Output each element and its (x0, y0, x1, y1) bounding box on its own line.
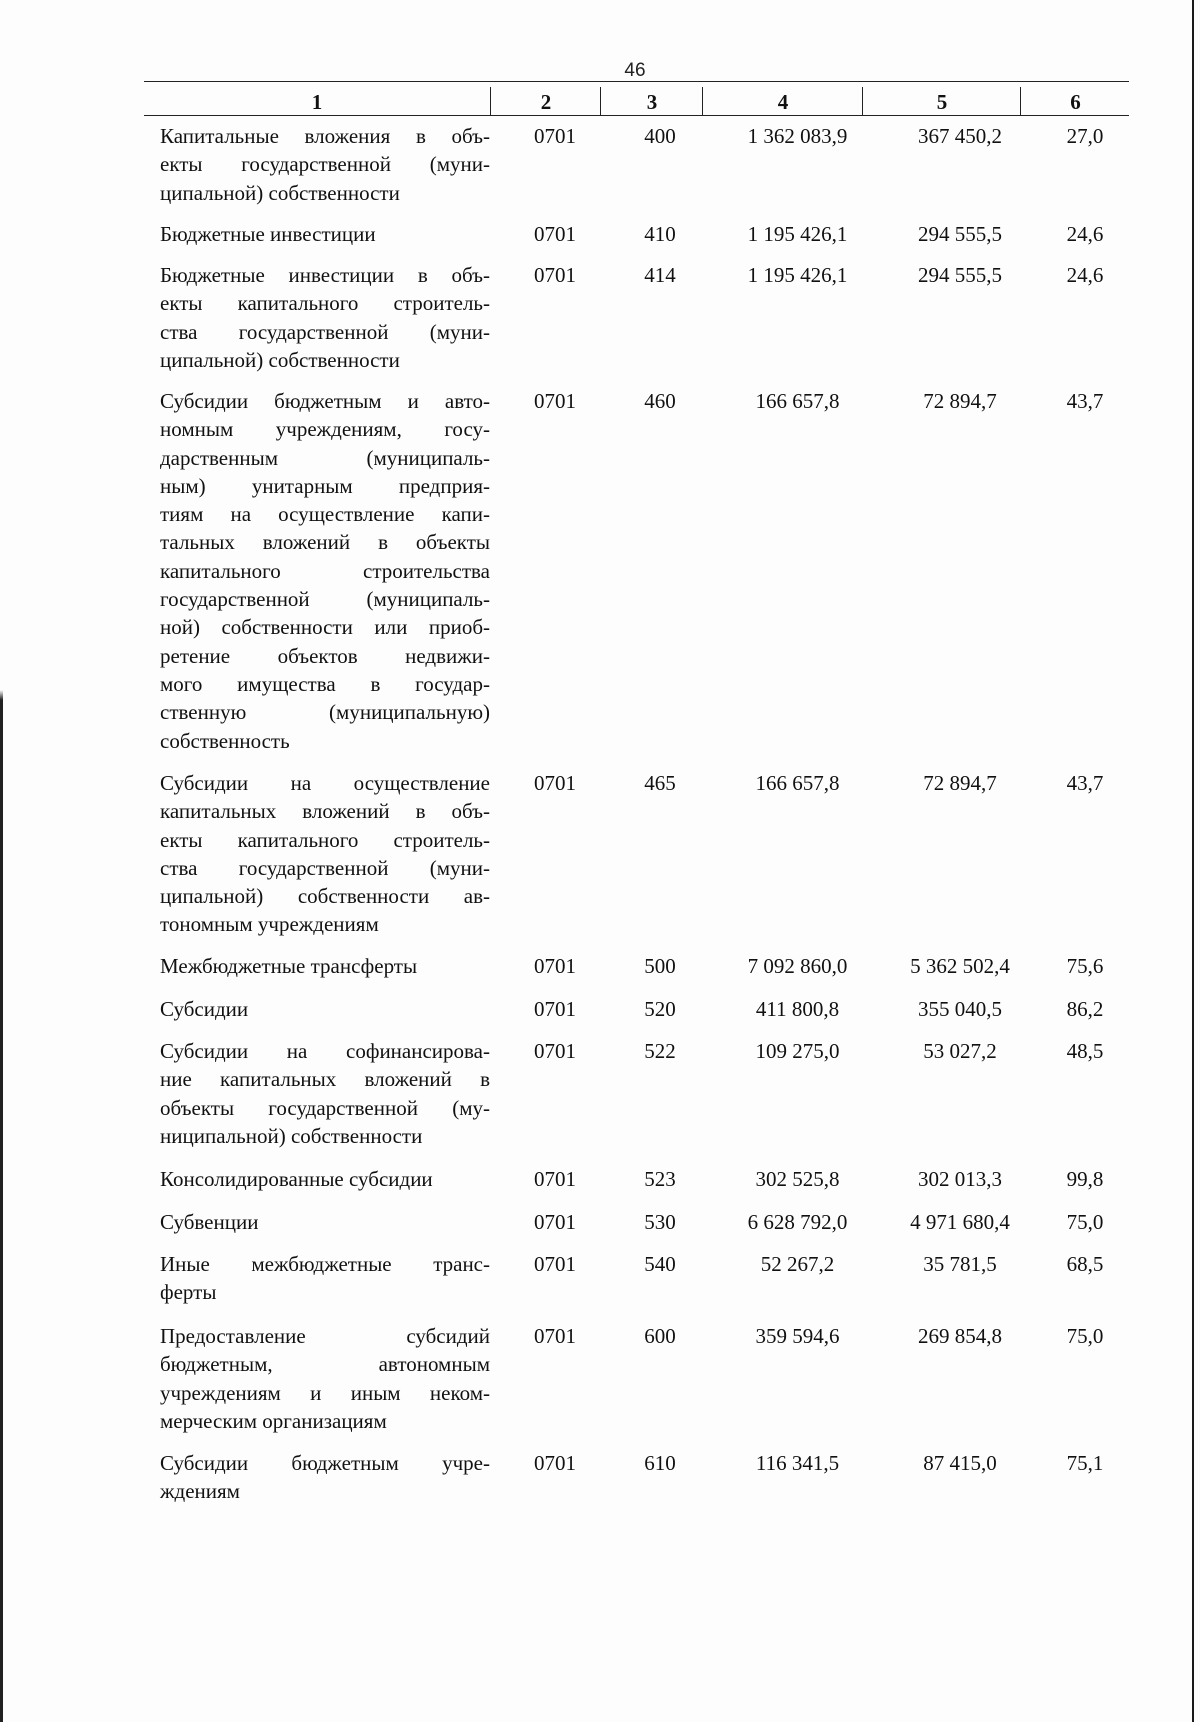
row-name (160, 122, 490, 207)
row-name-line: тономным учреждениям (160, 912, 379, 937)
row-name-line: ципальной) собственности ав- (160, 884, 490, 909)
row-name-line: Консолидированные субсидии (160, 1167, 433, 1191)
row-name-line: бюджетным, автономным (160, 1352, 490, 1377)
row-section-code: 0701 (534, 771, 576, 795)
row-section-code: 0701 (534, 263, 576, 287)
row-percent: 86,2 (1066, 997, 1104, 1021)
row-name-line: ципальной) собственности (160, 347, 400, 372)
column-header-5: 5 (862, 87, 1021, 115)
row-executed-amount: 355 040,5 (918, 997, 1002, 1021)
row-expense-code: 410 (644, 222, 676, 246)
row-name (160, 220, 490, 248)
row-executed-amount: 87 415,0 (923, 1451, 997, 1475)
row-name-line: екты государственной (муни- (160, 152, 490, 177)
row-expense-code: 540 (644, 1252, 676, 1276)
column-header-1: 1 (311, 90, 323, 114)
row-name (160, 952, 490, 980)
row-executed-amount: 367 450,2 (918, 124, 1002, 148)
row-name-line: учреждениям и иным неком- (160, 1380, 490, 1405)
row-executed-amount: 269 854,8 (918, 1324, 1002, 1348)
row-planned-amount: 166 657,8 (755, 389, 840, 413)
row-percent: 99,8 (1066, 1167, 1104, 1191)
row-name-line: ственную (муниципальную) (160, 700, 490, 725)
scan-edge-right (1192, 0, 1194, 1722)
row-name-line: екты капитального строитель- (160, 291, 490, 316)
row-planned-amount: 1 195 426,1 (747, 263, 848, 287)
table-top-rule (144, 81, 1129, 82)
row-name-line: Капитальные вложения в объ- (160, 124, 490, 148)
row-planned-amount: 52 267,2 (760, 1252, 835, 1276)
row-name-line: государственной (муниципаль- (160, 587, 490, 612)
row-name-line: Субсидии на софинансирова- (160, 1039, 490, 1063)
row-name-line: ниципальной) собственности (160, 1123, 423, 1148)
row-name-line: Предоставление субсидий (160, 1324, 490, 1348)
column-header-4: 4 (702, 87, 863, 115)
row-expense-code: 400 (644, 124, 676, 148)
row-executed-amount: 53 027,2 (923, 1039, 997, 1063)
row-name (160, 995, 490, 1023)
row-name-line: Субсидии бюджетным учре- (160, 1451, 490, 1475)
row-name (160, 1449, 490, 1506)
row-name-line: Межбюджетные трансферты (160, 954, 418, 978)
row-percent: 48,5 (1066, 1039, 1104, 1063)
row-expense-code: 520 (644, 997, 676, 1021)
row-name-line: Иные межбюджетные транс- (160, 1252, 490, 1276)
row-name-line: Субсидии на осуществление (160, 771, 490, 795)
row-expense-code: 610 (644, 1451, 676, 1475)
row-percent: 24,6 (1066, 263, 1104, 287)
row-percent: 27,0 (1066, 124, 1104, 148)
row-expense-code: 460 (644, 389, 676, 413)
row-section-code: 0701 (534, 124, 576, 148)
row-name-line: ства государственной (муни- (160, 855, 490, 880)
row-planned-amount: 6 628 792,0 (747, 1210, 848, 1234)
row-expense-code: 500 (644, 954, 676, 978)
row-name-line: ной) собственности или приоб- (160, 615, 490, 640)
column-header-2: 2 (490, 87, 601, 115)
row-name-line: капитальных вложений в объ- (160, 799, 490, 824)
row-name-line: Субсидии (160, 997, 249, 1021)
row-name (160, 1165, 490, 1193)
row-name-line: тальных вложений в объекты (160, 530, 490, 555)
row-executed-amount: 302 013,3 (918, 1167, 1002, 1191)
table-header-row (144, 87, 1129, 116)
row-planned-amount: 166 657,8 (755, 771, 840, 795)
scan-edge-left (0, 0, 3, 1722)
row-name-line: Субсидии бюджетным и авто- (160, 389, 490, 413)
row-section-code: 0701 (534, 389, 576, 413)
row-name-line: дарственным (муниципаль- (160, 445, 490, 470)
row-section-code: 0701 (534, 997, 576, 1021)
row-name-line: ства государственной (муни- (160, 319, 490, 344)
row-executed-amount: 4 971 680,4 (910, 1210, 1010, 1234)
row-section-code: 0701 (534, 954, 576, 978)
row-name (160, 387, 490, 755)
row-expense-code: 522 (644, 1039, 676, 1063)
row-expense-code: 523 (644, 1167, 676, 1191)
row-section-code: 0701 (534, 1210, 576, 1234)
row-section-code: 0701 (534, 222, 576, 246)
row-name (160, 1208, 490, 1236)
row-percent: 75,0 (1066, 1210, 1104, 1234)
row-name-line: мерческим организациям (160, 1408, 387, 1433)
row-name (160, 1037, 490, 1150)
row-planned-amount: 411 800,8 (755, 997, 840, 1021)
row-name (160, 261, 490, 374)
row-section-code: 0701 (534, 1451, 576, 1475)
row-name-line: Бюджетные инвестиции (160, 222, 376, 246)
row-section-code: 0701 (534, 1324, 576, 1348)
row-section-code: 0701 (534, 1167, 576, 1191)
row-planned-amount: 1 362 083,9 (747, 124, 848, 148)
row-name-line: ние капитальных вложений в (160, 1067, 490, 1092)
row-executed-amount: 35 781,5 (923, 1252, 997, 1276)
row-name-line: мого имущества в государ- (160, 671, 490, 696)
row-name-line: Субвенции (160, 1210, 259, 1234)
row-name-line: ципальной) собственности (160, 180, 400, 205)
row-planned-amount: 302 525,8 (755, 1167, 840, 1191)
row-percent: 75,0 (1066, 1324, 1104, 1348)
row-expense-code: 465 (644, 771, 676, 795)
row-name-line: объекты государственной (му- (160, 1095, 490, 1120)
row-expense-code: 414 (644, 263, 676, 287)
row-section-code: 0701 (534, 1039, 576, 1063)
row-planned-amount: 116 341,5 (755, 1451, 840, 1475)
page-number: 46 (624, 60, 646, 81)
row-name-line: ферты (160, 1280, 217, 1305)
row-name-line: ретение объектов недвижи- (160, 643, 490, 668)
row-expense-code: 530 (644, 1210, 676, 1234)
row-percent: 24,6 (1066, 222, 1104, 246)
row-name-line: тиям на осуществление капи- (160, 502, 490, 527)
row-name (160, 1250, 490, 1307)
row-planned-amount: 1 195 426,1 (747, 222, 848, 246)
row-executed-amount: 72 894,7 (923, 771, 997, 795)
row-name-line: ждениям (160, 1479, 240, 1504)
row-executed-amount: 72 894,7 (923, 389, 997, 413)
row-expense-code: 600 (644, 1324, 676, 1348)
row-percent: 43,7 (1066, 389, 1104, 413)
row-percent: 75,1 (1066, 1451, 1104, 1475)
row-name-line: Бюджетные инвестиции в объ- (160, 263, 490, 287)
row-name-line: екты капитального строитель- (160, 827, 490, 852)
row-percent: 68,5 (1066, 1252, 1104, 1276)
row-name-line: ным) унитарным предприя- (160, 473, 490, 498)
row-name (160, 1322, 490, 1435)
column-header-6: 6 (1020, 87, 1130, 115)
row-name-line: номным учреждениям, госу- (160, 417, 490, 442)
row-section-code: 0701 (534, 1252, 576, 1276)
column-header-3: 3 (600, 87, 703, 115)
row-name-line: собственность (160, 728, 290, 753)
row-percent: 43,7 (1066, 771, 1104, 795)
row-planned-amount: 109 275,0 (755, 1039, 840, 1063)
row-executed-amount: 5 362 502,4 (910, 954, 1010, 978)
row-executed-amount: 294 555,5 (918, 222, 1002, 246)
row-executed-amount: 294 555,5 (918, 263, 1002, 287)
row-planned-amount: 359 594,6 (755, 1324, 840, 1348)
row-planned-amount: 7 092 860,0 (747, 954, 848, 978)
row-name (160, 769, 490, 939)
row-name-line: капитального строительства (160, 558, 490, 583)
row-percent: 75,6 (1066, 954, 1104, 978)
